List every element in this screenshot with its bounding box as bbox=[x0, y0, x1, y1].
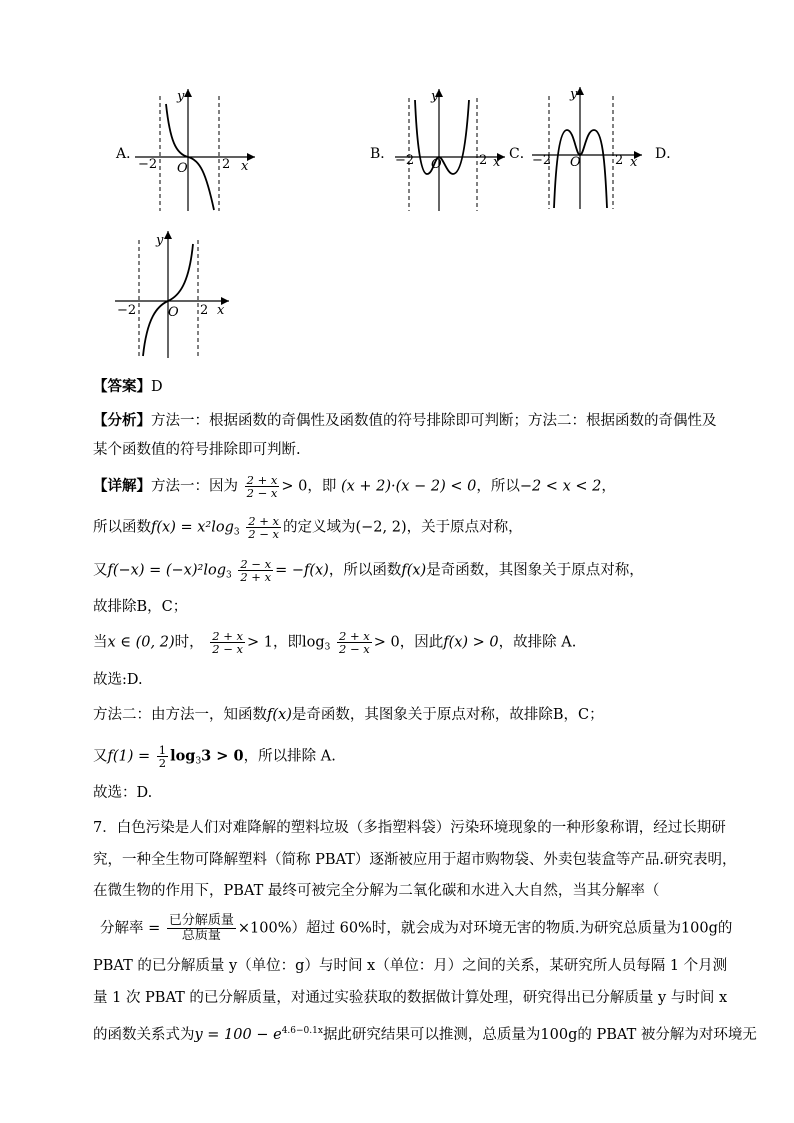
q7-line-7: 的函数关系式为$y = 100 - e^{4.6-0.1x}$据此研究结果可以推测，总质量为100g的 PBAT 被分解为对环境无 bbox=[93, 1026, 757, 1043]
detail-line-3: 又$f(-x) = (-x)^2\log_3$ $\frac{2 - x}{2 + x}$ = −f(x)，所以函数f(x)是奇函数，其图象关于原点对称， bbox=[93, 557, 644, 584]
option-a-label: A． bbox=[116, 146, 141, 162]
q7-line-3: 在微生物的作用下，PBAT 最终可被完全分解为二氧化碳和水进入大自然，当其分解率（ bbox=[93, 883, 660, 899]
option-d-y-label: y bbox=[156, 233, 164, 248]
answer-text: D bbox=[151, 379, 163, 395]
option-c-label: C． bbox=[509, 146, 534, 162]
detail-tag: 【详解】 bbox=[93, 477, 151, 495]
answer-line bbox=[93, 377, 163, 397]
option-c-tick-left: −2 bbox=[532, 153, 552, 168]
q7-line-5: PBAT 的已分解质量 y（单位：g）与时间 x（单位：月）之间的关系，某研究所人员每隔 1 个月测 bbox=[93, 958, 728, 974]
option-c-tick-right: 2 bbox=[615, 153, 624, 168]
detail-line-6: 故选:D. bbox=[93, 672, 143, 688]
q7-line-4: 分解率 = $\frac{\text{已分解质量}}{\text{总质量}}$ ×100%）超过 60%时，就会成为对环境无害的物质.为研究总质量为100g的 bbox=[100, 913, 733, 943]
analysis-line-1: 【分析】方法一：根据函数的奇偶性及函数值的符号排除即可判断；方法二：根据函数的奇偶性及 bbox=[93, 412, 717, 429]
q7-line-1: 7．白色污染是人们对难降解的塑料垃圾（多指塑料袋）污染环境现象的一种形象称谓，经过长期研 bbox=[93, 820, 726, 836]
analysis-tag: 【分析】 bbox=[93, 412, 151, 429]
option-b-y-label: y bbox=[431, 89, 439, 104]
option-d-graph bbox=[113, 228, 243, 360]
detail-line-7: 方法二：由方法一，知函数f(x)是奇函数，其图象关于原点对称，故排除B，C； bbox=[93, 707, 604, 723]
option-c-origin: O bbox=[570, 155, 581, 170]
option-a-tick-left: −2 bbox=[138, 157, 158, 172]
option-d-label: D． bbox=[655, 146, 681, 162]
detail-line-4: 故排除B，C； bbox=[93, 599, 188, 615]
option-b-graph bbox=[393, 86, 513, 216]
option-a-x-label: x bbox=[241, 159, 249, 174]
answer-tag: 【答案】 bbox=[93, 378, 151, 395]
option-a-graph bbox=[130, 86, 260, 216]
detail-line-9: 故选：D. bbox=[93, 785, 153, 801]
option-b-label: B． bbox=[370, 146, 395, 162]
option-c-y-label: y bbox=[570, 87, 578, 102]
detail-line-2: 所以函数$f(x) = x^2\log_3$ $\frac{2 + x}{2 - x}$ 的定义域为(−2, 2)，关于原点对称， bbox=[93, 514, 523, 541]
option-c-graph bbox=[530, 84, 650, 214]
option-b-tick-right: 2 bbox=[479, 153, 488, 168]
option-b-origin: O bbox=[431, 157, 442, 172]
option-a-tick-right: 2 bbox=[222, 157, 231, 172]
detail-line-5: 当x ∈ (0, 2)时， $\frac{2 + x}{2 - x}$ > 1，即$\log_3$ $\frac{2 + x}{2 - x}$ > 0，因此f(x) > 0，故排除 A. bbox=[93, 629, 577, 656]
q7-line-6: 量 1 次 PBAT 的已分解质量，对通过实验获取的数据做计算处理，研究得出已分解质量 y 与时间 x bbox=[93, 990, 728, 1006]
option-c-x-label: x bbox=[630, 155, 638, 170]
option-b-x-label: x bbox=[493, 155, 501, 170]
option-d-tick-left: −2 bbox=[117, 303, 137, 318]
option-a-origin: O bbox=[177, 161, 188, 176]
analysis-line-2: 某个函数值的符号排除即可判断. bbox=[93, 442, 301, 458]
q7-line-2: 究，一种全生物可降解塑料（简称 PBAT）逐渐被应用于超市购物袋、外卖包装盒等产品.研究表明， bbox=[93, 852, 737, 868]
option-d-tick-right: 2 bbox=[200, 303, 209, 318]
detail-line-8: 又f(1) = $\frac{1}{2}$ $\log_33 > 0$，所以排除 A. bbox=[93, 743, 336, 770]
option-d-x-label: x bbox=[217, 303, 225, 318]
option-a-y-label: y bbox=[177, 89, 185, 104]
detail-line-1: 【详解】方法一：因为 $\frac{2 + x}{2 - x}$ > 0，即 (x + 2)·(x − 2) < 0，所以−2 < x < 2， bbox=[93, 473, 616, 500]
option-b-tick-left: −2 bbox=[395, 153, 415, 168]
option-d-origin: O bbox=[168, 305, 179, 320]
